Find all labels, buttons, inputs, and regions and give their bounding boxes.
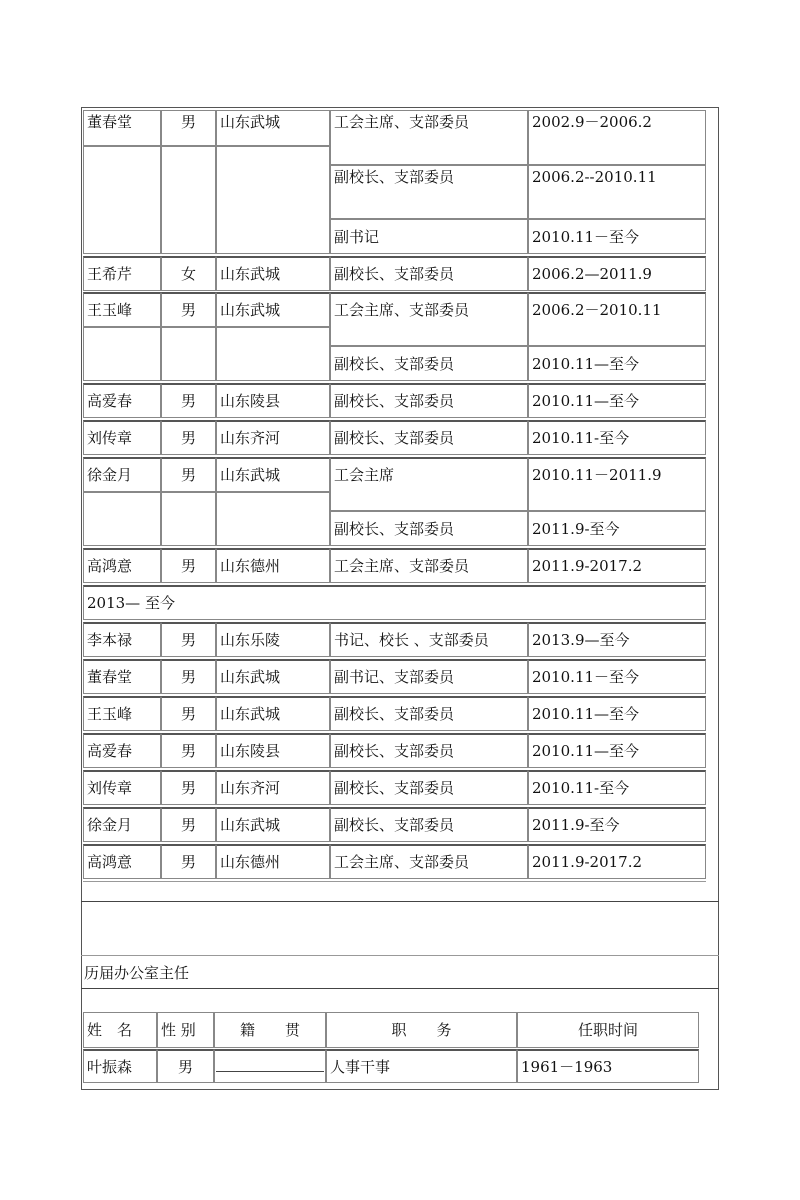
table-cell-title: 工会主席、支部委员	[330, 844, 528, 879]
table-cell-title: 副校长、支部委员	[330, 770, 528, 805]
table-cell-name: 董春堂	[83, 110, 161, 146]
table-cell-gender: 男	[161, 420, 216, 455]
table-cell-name: 刘传章	[83, 420, 161, 455]
divider	[81, 955, 719, 956]
table-cell-empty	[161, 492, 216, 546]
table-cell-name: 王玉峰	[83, 292, 161, 327]
table-cell-gender: 男	[161, 659, 216, 694]
table-cell-origin: 山东武城	[216, 110, 330, 146]
table-cell-gender: 男	[161, 383, 216, 418]
table-cell-period: 2010.11－至今	[528, 659, 706, 694]
table-cell-name: 高鸿意	[83, 844, 161, 879]
table-cell-period: 2006.2—2011.9	[528, 256, 706, 291]
table-cell-origin: 山东齐河	[216, 420, 330, 455]
table-cell-title: 人事干事	[326, 1049, 517, 1083]
divider	[83, 881, 706, 882]
table-cell-period: 2006.2--2010.11	[528, 165, 706, 219]
table-cell-origin: 山东武城	[216, 807, 330, 842]
table-cell-gender: 男	[161, 696, 216, 731]
table-cell-empty	[161, 146, 216, 254]
table-cell-title: 工会主席、支部委员	[330, 292, 528, 346]
table-cell-empty	[83, 146, 161, 254]
table-cell-name: 高爱春	[83, 733, 161, 768]
table-cell-origin: 山东陵县	[216, 733, 330, 768]
table-cell-period: 2006.2－2010.11	[528, 292, 706, 346]
table-cell-origin: 山东武城	[216, 659, 330, 694]
table-cell-name: 徐金月	[83, 807, 161, 842]
table-cell-title: 副校长、支部委员	[330, 511, 528, 546]
table-cell-gender: 男	[161, 770, 216, 805]
table-cell-period: 2002.9－2006.2	[528, 110, 706, 165]
table-header-gender: 性 别	[157, 1012, 214, 1048]
table-header-name: 姓 名	[83, 1012, 157, 1048]
table-cell-period: 2011.9-2017.2	[528, 548, 706, 583]
table-cell-period: 2010.11—至今	[528, 696, 706, 731]
table-cell-origin: 山东德州	[216, 548, 330, 583]
table-cell-name: 刘传章	[83, 770, 161, 805]
table-cell-title: 副校长、支部委员	[330, 733, 528, 768]
table-cell-gender: 男	[161, 548, 216, 583]
table-cell-title: 副校长、支部委员	[330, 383, 528, 418]
table-cell-name: 高爱春	[83, 383, 161, 418]
table-cell-period: 2010.11-至今	[528, 770, 706, 805]
table-cell-title: 工会主席	[330, 457, 528, 511]
table-cell-gender: 男	[161, 292, 216, 327]
table-cell-gender: 男	[161, 844, 216, 879]
table-cell-gender: 男	[161, 457, 216, 492]
table-cell-title: 副校长、支部委员	[330, 807, 528, 842]
table-cell-gender: 女	[161, 256, 216, 291]
divider	[81, 988, 719, 989]
table-cell-gender: 男	[157, 1049, 214, 1083]
table-cell-period: 2011.9-2017.2	[528, 844, 706, 879]
table-cell-empty	[161, 327, 216, 381]
table-cell-title: 副校长、支部委员	[330, 420, 528, 455]
table-cell-title: 工会主席、支部委员	[330, 548, 528, 583]
table-cell-title: 副校长、支部委员	[330, 256, 528, 291]
table-cell-origin: 山东陵县	[216, 383, 330, 418]
table-cell-empty	[216, 327, 330, 381]
table-cell-gender: 男	[161, 622, 216, 657]
table-cell-period: 2010.11－2011.9	[528, 457, 706, 511]
table-cell-gender: 男	[161, 733, 216, 768]
table-cell-period: 2010.11－至今	[528, 219, 706, 254]
table-cell-origin: 山东德州	[216, 844, 330, 879]
table-cell-name: 高鸿意	[83, 548, 161, 583]
table-header-period: 任职时间	[517, 1012, 699, 1048]
table-cell-period: 2011.9-至今	[528, 807, 706, 842]
table-cell-gender: 男	[161, 110, 216, 146]
table-cell-title: 副校长、支部委员	[330, 696, 528, 731]
table-cell-gender: 男	[161, 807, 216, 842]
table-cell-period: 2013.9—至今	[528, 622, 706, 657]
table-cell-name: 王希芹	[83, 256, 161, 291]
table-cell-period: 2010.11—至今	[528, 346, 706, 381]
table-cell-empty	[83, 327, 161, 381]
table-cell-origin: 山东乐陵	[216, 622, 330, 657]
underline	[216, 1071, 324, 1072]
table-cell-title: 副书记、支部委员	[330, 659, 528, 694]
table-cell-origin: 山东武城	[216, 292, 330, 327]
table-cell-title: 工会主席、支部委员	[330, 110, 528, 165]
table-cell-origin	[214, 1049, 326, 1083]
table-cell-title: 副校长、支部委员	[330, 346, 528, 381]
table-cell-name: 董春堂	[83, 659, 161, 694]
table-cell-title: 书记、校长 、支部委员	[330, 622, 528, 657]
table-cell-origin: 山东武城	[216, 256, 330, 291]
table-cell-empty	[216, 492, 330, 546]
table-cell-origin: 山东齐河	[216, 770, 330, 805]
table-cell-origin: 山东武城	[216, 457, 330, 492]
table-cell-name: 徐金月	[83, 457, 161, 492]
table-cell-name: 李本禄	[83, 622, 161, 657]
table-cell-empty	[83, 492, 161, 546]
section-heading: 历届办公室主任	[84, 964, 190, 982]
table-cell-name: 王玉峰	[83, 696, 161, 731]
section-label: 2013— 至今	[83, 585, 706, 620]
table-cell-origin: 山东武城	[216, 696, 330, 731]
table-header-origin: 籍 贯	[214, 1012, 326, 1048]
table-cell-title: 副书记	[330, 219, 528, 254]
table-cell-period: 2010.11—至今	[528, 733, 706, 768]
table-cell-period: 2010.11—至今	[528, 383, 706, 418]
table-cell-empty	[216, 146, 330, 254]
table-cell-name: 叶振森	[83, 1049, 157, 1083]
table-cell-period: 1961－1963	[517, 1049, 699, 1083]
table-header-title: 职 务	[326, 1012, 517, 1048]
table-cell-period: 2010.11-至今	[528, 420, 706, 455]
table-cell-period: 2011.9-至今	[528, 511, 706, 546]
divider	[81, 901, 719, 902]
table-cell-title: 副校长、支部委员	[330, 165, 528, 219]
